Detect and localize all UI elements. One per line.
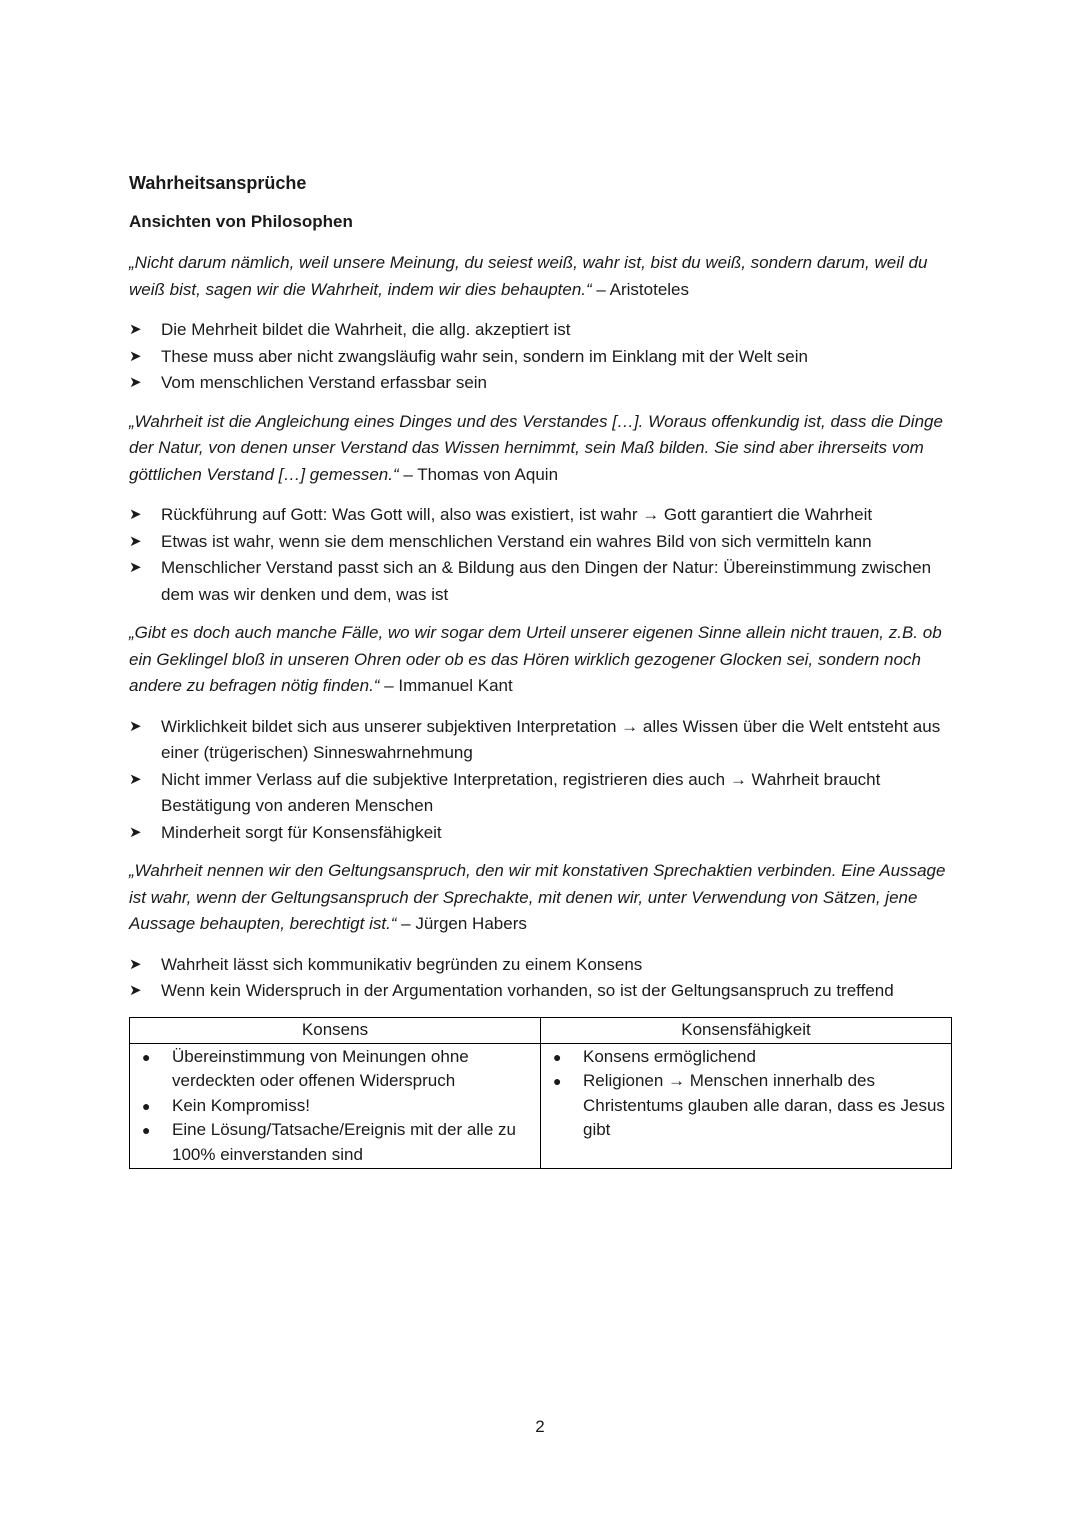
- list-item-text: Etwas ist wahr, wenn sie dem menschlichen Verstand ein wahres Bild von sich vermitteln kann: [161, 531, 872, 551]
- bullet-dot-icon: ●: [553, 1048, 562, 1065]
- quote-author: – Thomas von Aquin: [398, 464, 559, 484]
- list-item: [129, 714, 951, 767]
- list-item-text: Konsens ermöglichend: [583, 1046, 756, 1066]
- list-item: [129, 317, 951, 344]
- arrow-bullet-icon: ➤: [129, 823, 142, 841]
- document-subheading: Ansichten von Philosophen: [129, 212, 353, 231]
- bullet-list-thomas-von-aquin: [129, 502, 951, 608]
- arrow-bullet-icon: ➤: [129, 321, 142, 338]
- quote-immanuel-kant: [129, 620, 951, 700]
- list-item: [545, 1069, 947, 1143]
- table-header-konsens: Konsens: [130, 1017, 541, 1043]
- quote-author: – Immanuel Kant: [379, 676, 513, 695]
- list-item-text: Nicht immer Verlass auf die subjektive Interpretation, registrieren dies auch → Wahrheit braucht Bestätigung von anderen Menschen: [161, 769, 881, 815]
- table-cell-konsensfaehigkeit: [541, 1043, 952, 1169]
- page-number: 2: [535, 1417, 545, 1436]
- bullet-dot-icon: ●: [142, 1122, 151, 1138]
- quote-author: – Jürgen Habers: [396, 914, 527, 933]
- bullet-dot-icon: ●: [553, 1073, 562, 1089]
- quote-author: – Aristoteles: [591, 279, 690, 299]
- arrow-bullet-icon: ➤: [129, 506, 142, 523]
- bullet-list-juergen-habers: [129, 952, 951, 1005]
- list-item: [129, 767, 951, 820]
- list-item: [129, 370, 951, 397]
- arrow-bullet-icon: ➤: [129, 982, 142, 999]
- konsens-comparison-table: [129, 1017, 952, 1170]
- quote-text: „Gibt es doch auch manche Fälle, wo wir sogar dem Urteil unserer eigenen Sinne allein nicht trauen, z.B. ob ein Geklingel bloß in unseren Ohren oder ob es das Hören wirklich gezogener Glocken sei, sondern noch andere zu befragen nötig finden.“: [129, 623, 942, 695]
- arrow-bullet-icon: ➤: [129, 955, 142, 973]
- quote-text: „Wahrheit nennen wir den Geltungsanspruch, den wir mit konstativen Sprechaktien verbinden. Eine Aussage ist wahr, wenn der Geltungsanspruch der Sprechakte, mit denen wir, unter Verwendung von Sätzen, jene Aussage behaupten, berechtigt ist.“: [129, 861, 946, 933]
- quote-text: „Wahrheit ist die Angleichung eines Dinges und des Verstandes […]. Woraus offenkundig ist, dass die Dinge der Natur, von denen unser Verstand das Wissen hernimmt, sein Maß bilden. Sie sind aber ihrerseits vom göttlichen Verstand […] gemessen.“: [129, 411, 943, 484]
- list-item-text: Wenn kein Widerspruch in der Argumentation vorhanden, so ist der Geltungsanspruch zu treffend: [161, 981, 894, 1000]
- list-item: [129, 952, 951, 979]
- quote-thomas-von-aquin: [129, 409, 951, 489]
- bullet-list-immanuel-kant: [129, 714, 951, 847]
- list-item: [129, 555, 951, 608]
- arrow-bullet-icon: ➤: [129, 770, 142, 788]
- list-item-text: Eine Lösung/Tatsache/Ereignis mit der alle zu 100% einverstanden sind: [172, 1120, 516, 1164]
- list-item: [129, 820, 951, 847]
- table-cell-konsens: [130, 1043, 541, 1169]
- quote-text: „Nicht darum nämlich, weil unsere Meinung, du seiest weiß, wahr ist, bist du weiß, sondern darum, weil du weiß bist, sagen wir die Wahrheit, indem wir dies behaupten.“: [129, 253, 928, 299]
- table-row: [130, 1043, 952, 1169]
- list-item-text: Vom menschlichen Verstand erfassbar sein: [161, 373, 488, 392]
- document-heading: Wahrheitsansprüche: [129, 173, 307, 193]
- list-item: [129, 344, 951, 371]
- list-item: [134, 1094, 536, 1119]
- list-item-text: Wahrheit lässt sich kommunikativ begründen zu einem Konsens: [161, 954, 643, 974]
- list-item: [129, 529, 951, 556]
- list-item: [134, 1118, 536, 1167]
- arrow-bullet-icon: ➤: [129, 374, 142, 391]
- bullet-dot-icon: ●: [142, 1097, 151, 1114]
- bullet-dot-icon: ●: [142, 1048, 151, 1065]
- list-item-text: These muss aber nicht zwangsläufig wahr sein, sondern im Einklang mit der Welt sein: [161, 346, 808, 366]
- arrow-bullet-icon: ➤: [129, 347, 142, 365]
- arrow-bullet-icon: ➤: [129, 717, 142, 735]
- arrow-bullet-icon: ➤: [129, 532, 142, 550]
- quote-juergen-habers: [129, 858, 951, 938]
- list-item-text: Rückführung auf Gott: Was Gott will, also was existiert, ist wahr → Gott garantiert die Wahrheit: [161, 505, 873, 524]
- list-item: [129, 978, 951, 1005]
- document-page: [129, 170, 951, 1169]
- table-header-row: [130, 1017, 952, 1043]
- list-item: [545, 1045, 947, 1070]
- list-item-text: Menschlicher Verstand passt sich an & Bildung aus den Dingen der Natur: Übereinstimmung zwischen dem was wir denken und dem, was ist: [161, 558, 932, 604]
- konsens-list: [134, 1045, 536, 1168]
- list-item-text: Minderheit sorgt für Konsensfähigkeit: [161, 822, 442, 842]
- list-item: [134, 1045, 536, 1094]
- list-item-text: Religionen → Menschen innerhalb des Christentums glauben alle daran, dass es Jesus gibt: [583, 1071, 945, 1139]
- konsensfaehigkeit-list: [545, 1045, 947, 1143]
- bullet-list-aristoteles: [129, 317, 951, 397]
- quote-aristoteles: [129, 250, 951, 303]
- list-item-text: Kein Kompromiss!: [172, 1095, 310, 1115]
- arrow-bullet-icon: ➤: [129, 559, 142, 576]
- list-item-text: Übereinstimmung von Meinungen ohne verdeckten oder offenen Widerspruch: [172, 1046, 469, 1090]
- list-item: [129, 502, 951, 529]
- list-item-text: Die Mehrheit bildet die Wahrheit, die allg. akzeptiert ist: [161, 320, 571, 339]
- table-header-konsensfaehigkeit: Konsensfähigkeit: [541, 1017, 952, 1043]
- list-item-text: Wirklichkeit bildet sich aus unserer subjektiven Interpretation → alles Wissen über die Welt entsteht aus einer (trügerischen) Sinneswahrnehmung: [161, 716, 941, 762]
